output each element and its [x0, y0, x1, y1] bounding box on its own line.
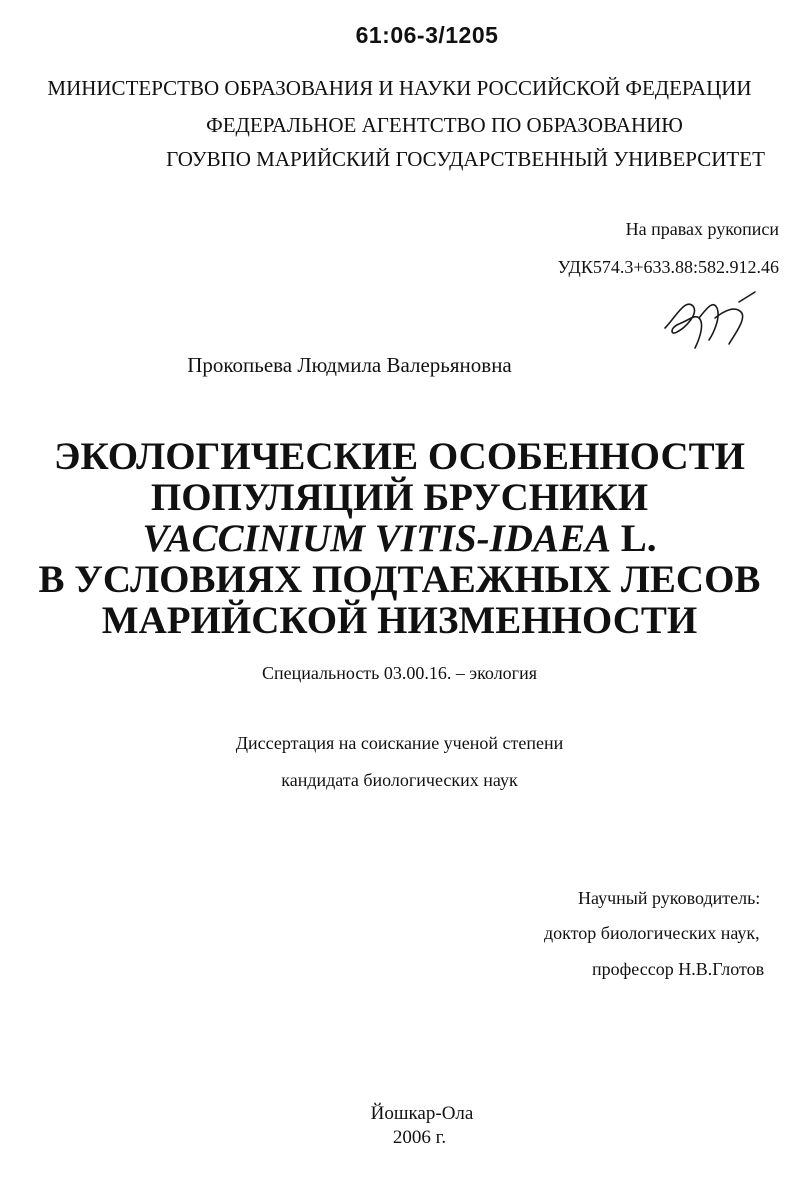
degree-line-1: Диссертация на соискание ученой степени: [235, 733, 564, 753]
year: 2006 г.: [392, 1127, 447, 1148]
manuscript-rights: На правах рукописи: [625, 219, 779, 239]
ministry-heading: МИНИСТЕРСТВО ОБРАЗОВАНИЯ И НАУКИ РОССИЙСКОЙ ФЕДЕРАЦИИ: [47, 76, 752, 100]
species-name: VACCINIUM VITIS-IDAEA: [142, 517, 611, 560]
degree-line-2: кандидата биологических наук: [281, 770, 518, 790]
title-line-3: [0, 519, 799, 559]
archive-stamp: 61:06-3/1205: [355, 22, 499, 48]
city: Йошкар-Ола: [370, 1103, 474, 1124]
title-line-2: ПОПУЛЯЦИЙ БРУСНИКИ: [150, 476, 649, 519]
supervisor-label: Научный руководитель:: [578, 888, 761, 908]
author-name: Прокопьева Людмила Валерьяновна: [187, 353, 512, 377]
title-line-1: ЭКОЛОГИЧЕСКИЕ ОСОБЕННОСТИ: [54, 435, 745, 478]
supervisor-degree: доктор биологических наук,: [544, 923, 760, 943]
title-line-5: МАРИЙСКОЙ НИЗМЕННОСТИ: [101, 599, 698, 642]
species-author: L.: [611, 517, 657, 560]
supervisor-name: профессор Н.В.Глотов: [592, 959, 765, 979]
title-line-4: В УСЛОВИЯХ ПОДТАЕЖНЫХ ЛЕСОВ: [38, 558, 761, 601]
university-heading: ГОУВПО МАРИЙСКИЙ ГОСУДАРСТВЕННЫЙ УНИВЕРСИТЕТ: [166, 147, 765, 171]
agency-heading: ФЕДЕРАЛЬНОЕ АГЕНТСТВО ПО ОБРАЗОВАНИЮ: [206, 113, 683, 137]
signature: [655, 288, 765, 358]
udk-code: УДК574.3+633.88:582.912.46: [557, 257, 779, 277]
specialty: Специальность 03.00.16. – экология: [262, 663, 537, 683]
